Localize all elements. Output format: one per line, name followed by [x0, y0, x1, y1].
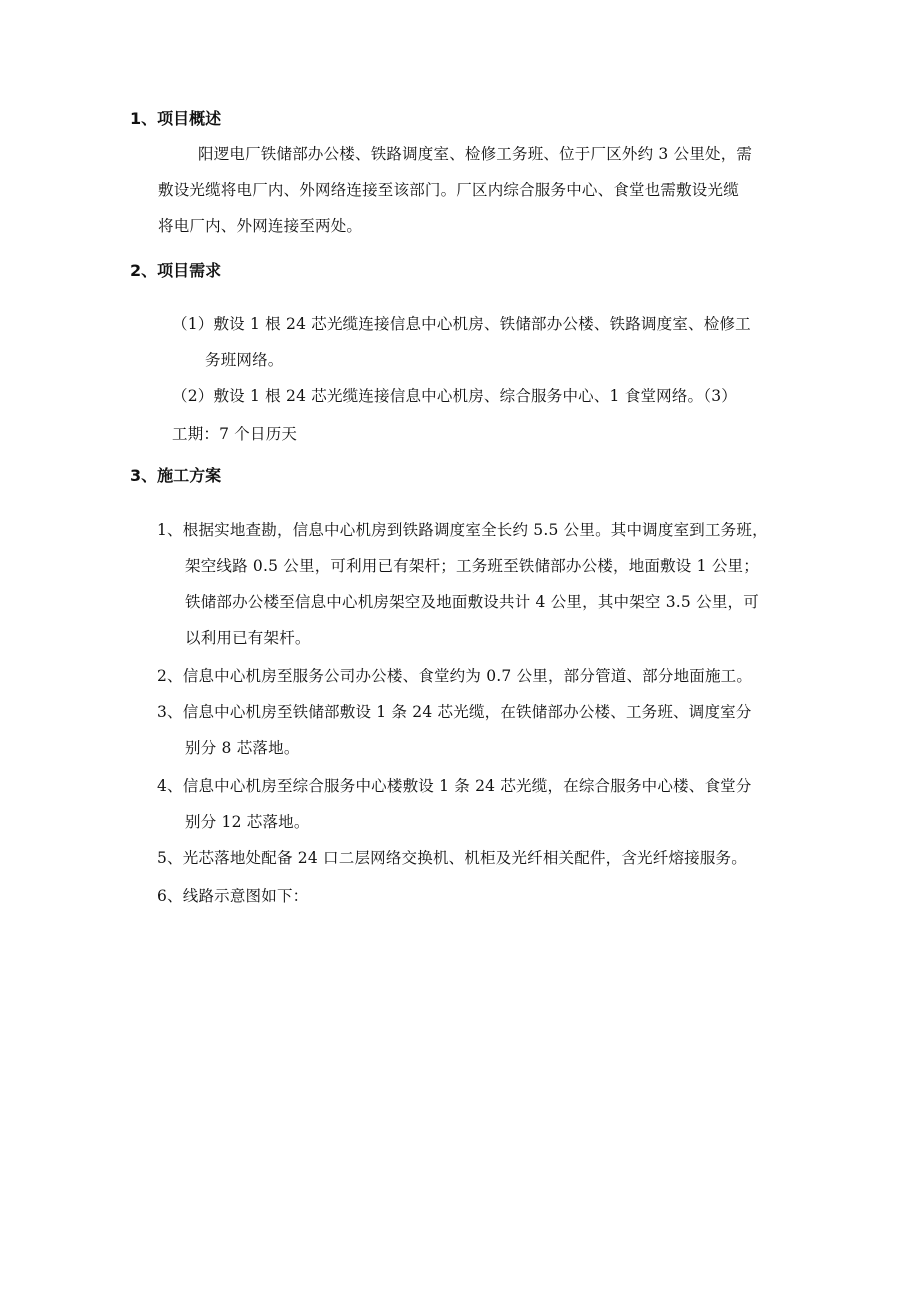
section-3-line-3: 铁储部办公楼至信息中心机房架空及地面敷设共计 4 公里，其中架空 3.5 公里，可: [185, 593, 759, 611]
section-3-line-5: 2、信息中心机房至服务公司办公楼、食堂约为 0.7 公里，部分管道、部分地面施工。: [157, 667, 753, 685]
section-3-line-4: 以利用已有架杆。: [185, 629, 311, 647]
section-2-line-3: （2）敷设 1 根 24 芯光缆连接信息中心机房、综合服务中心、1 食堂网络。（3）: [172, 387, 737, 405]
section-2-line-2: 务班网络。: [205, 351, 284, 369]
section-3-line-11: 6、线路示意图如下：: [157, 887, 309, 905]
section-3-line-7: 别分 8 芯落地。: [185, 739, 300, 757]
section-3-line-6: 3、信息中心机房至铁储部敷设 1 条 24 芯光缆，在铁储部办公楼、工务班、调度室分: [157, 703, 752, 721]
section-1-line-1: 阳逻电厂铁储部办公楼、铁路调度室、检修工务班、位于厂区外约 3 公里处，需: [198, 145, 753, 163]
section-3-heading: 3、施工方案: [130, 466, 222, 485]
section-3-line-9: 别分 12 芯落地。: [185, 813, 310, 831]
section-1-heading: 1、项目概述: [130, 109, 222, 128]
section-1-line-3: 将电厂内、外网连接至两处。: [158, 217, 363, 235]
section-2-heading: 2、项目需求: [130, 261, 222, 280]
section-3-line-1: 1、根据实地查勘，信息中心机房到铁路调度室全长约 5.5 公里。其中调度室到工务班，: [157, 521, 768, 539]
section-2-line-4: 工期：7 个日历天: [172, 425, 298, 443]
section-2-line-1: （1）敷设 1 根 24 芯光缆连接信息中心机房、铁储部办公楼、铁路调度室、检修工: [172, 315, 751, 333]
section-3-line-8: 4、信息中心机房至综合服务中心楼敷设 1 条 24 芯光缆，在综合服务中心楼、食堂分: [157, 777, 752, 795]
section-3-line-10: 5、光芯落地处配备 24 口二层网络交换机、机柜及光纤相关配件，含光纤熔接服务。: [157, 849, 747, 867]
section-3-line-2: 架空线路 0.5 公里，可利用已有架杆；工务班至铁储部办公楼，地面敷设 1 公里；: [185, 557, 759, 575]
section-1-line-2: 敷设光缆将电厂内、外网络连接至该部门。厂区内综合服务中心、食堂也需敷设光缆: [158, 181, 739, 199]
